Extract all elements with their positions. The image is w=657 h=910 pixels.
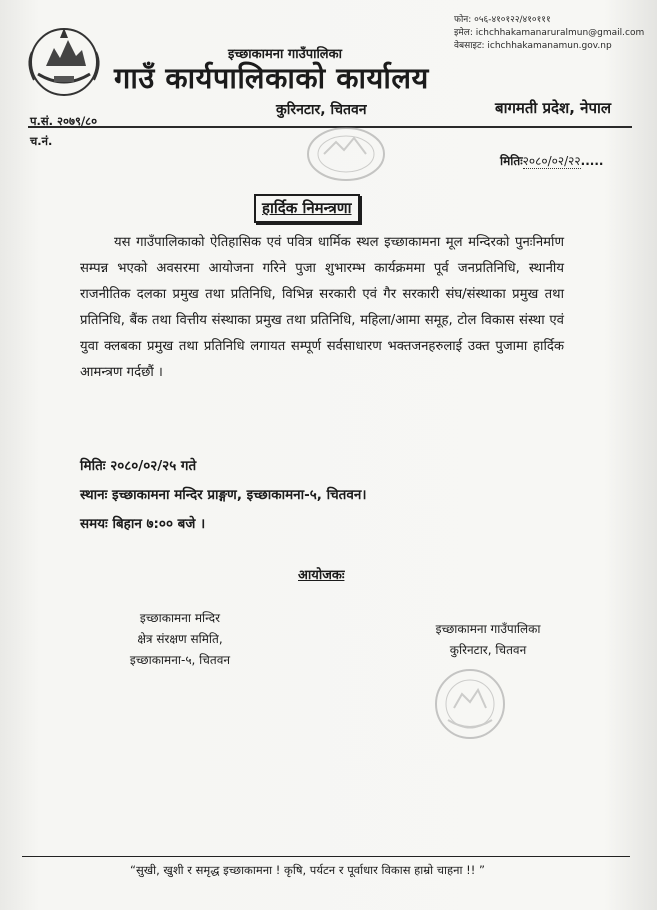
organizer-right-line2: कुरिनटार, चितवन	[449, 643, 527, 657]
invitation-body: यस गाउँपालिकाको ऐतिहासिक एवं पवित्र धार्मिक स्थल इच्छाकामना मूल मन्दिरको पुनःनिर्माण सम्पन्न भएको अवसरमा आयोजना गरिने पुजा शुभारम्भ कार्यक्रममा पूर्व जनप्रतिनिधि, स्थानीय राजनीतिक दलका प्रमुख तथा प्रतिनिधि, विभिन्न सरकारी एवं गैर सरकारी संघ/संस्थाका प्रमुख तथा प्रतिनिधि, बैंक तथा वित्तीय संस्थाका प्रमुख तथा प्रतिनिधि, महिला/आमा समूह, टोल विकास संस्था एवं युवा क्लबका प्रमुख तथा प्रतिनिधि लगायत सम्पूर्ण सर्वसाधारण भक्तजनहरुलाई उक्त पुजामा हार्दिक आमन्त्रण गर्दछौं ।	[80, 235, 564, 380]
organizer-left	[96, 608, 264, 671]
organizer-left-line3: इच्छाकामना-५, चितवन	[129, 653, 231, 667]
government-emblem-icon	[24, 22, 104, 98]
contact-block	[454, 14, 644, 53]
email-address: इमेल: ichchhakamanaruralmun@gmail.com	[454, 28, 645, 38]
date-value: २०८०/०२/२२	[522, 154, 581, 168]
invitation-title	[254, 194, 360, 223]
invitation-title-text: हार्दिक निमन्त्रणा	[262, 199, 352, 217]
date-label: मितिः	[500, 154, 523, 168]
organizer-right-line1: इच्छाकामना गाउँपालिका	[435, 622, 541, 636]
organizer-left-line1: इच्छाकामना मन्दिर	[139, 611, 221, 625]
municipality-stamp-icon	[430, 664, 510, 744]
issue-date: मितिः२०८०/०२/२२.....	[500, 154, 604, 168]
website-address: वेबसाइट: ichchhakamanamun.gov.np	[454, 41, 612, 51]
office-title: गाउँ कार्यपालिकाको कार्यालय	[114, 61, 429, 95]
footer-slogan: “सुखी, खुशी र समृद्ध इच्छाकामना ! कृषि, पर्यटन र पूर्वाधार विकास हाम्रो चाहना !! ”	[130, 863, 485, 877]
organizer-left-line2: क्षेत्र संरक्षण समिति,	[137, 632, 223, 646]
phone-number: फोन: ०५६-४१०१२२/४१०१११	[454, 15, 551, 25]
organizer-heading: आयोजकः	[298, 568, 345, 583]
office-subtitle: इच्छाकामना गाउँपालिका	[228, 47, 342, 62]
event-time: समयः बिहान ७:०० बजे ।	[80, 516, 206, 532]
footer-divider	[22, 856, 630, 857]
dispatch-number: च.नं.	[30, 134, 53, 148]
event-place: स्थानः इच्छाकामना मन्दिर प्राङ्गण, इच्छाकामना-५, चितवन।	[80, 487, 367, 503]
office-address: कुरिनटार, चितवन	[276, 102, 367, 118]
office-stamp-icon	[304, 124, 388, 184]
organizer-right	[404, 619, 572, 661]
province-name: बागमती प्रदेश, नेपाल	[495, 99, 612, 117]
event-date: मितिः २०८०/०२/२५ गते	[80, 458, 197, 474]
letter-number: प.सं. २०७९/८०	[30, 114, 98, 128]
